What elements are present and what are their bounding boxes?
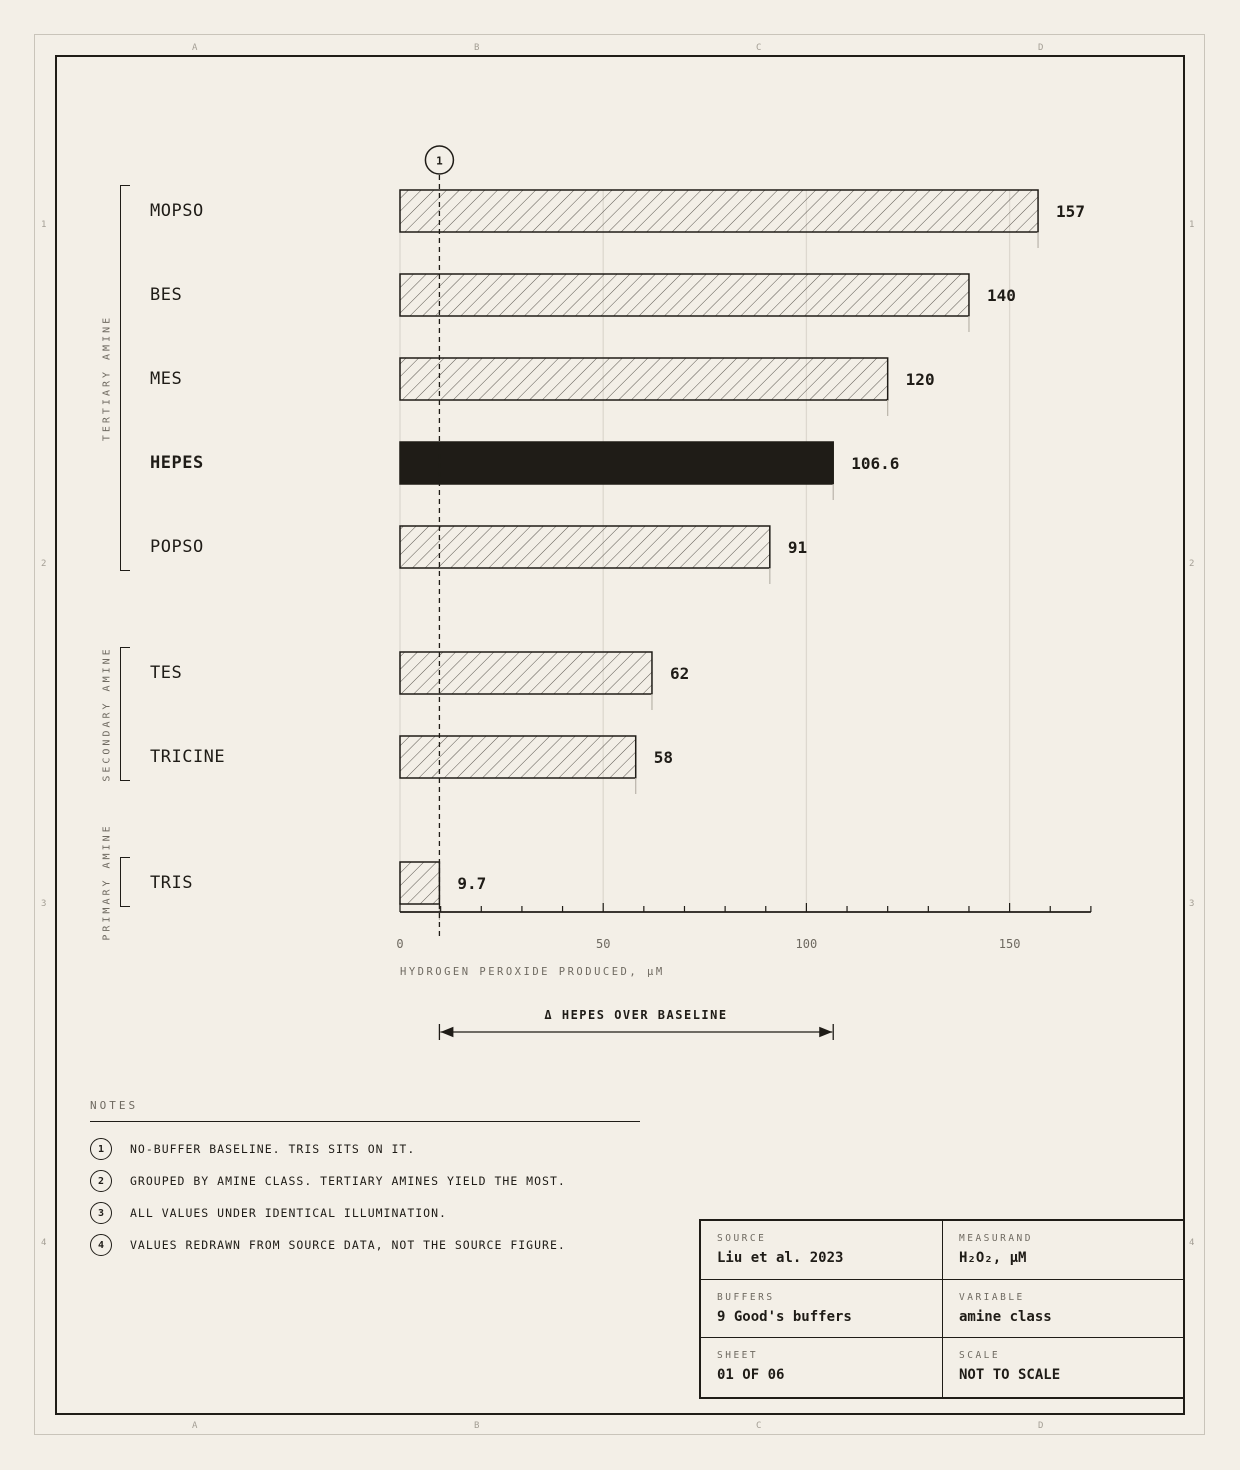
grid-ref-col-a-bottom: A	[192, 1421, 199, 1431]
note-text: GROUPED BY AMINE CLASS. TERTIARY AMINES YIELD THE MOST.	[130, 1174, 566, 1188]
delta-annotation-label: Δ HEPES OVER BASELINE	[544, 1008, 728, 1022]
grid-ref-col-b-top: B	[474, 43, 481, 53]
grid-ref-row-2-right: 2	[1189, 559, 1196, 569]
category-label-mes: MES	[150, 369, 183, 389]
category-label-hepes: HEPES	[150, 453, 204, 473]
category-label-tris: TRIS	[150, 873, 193, 893]
title-block-key: SCALE	[959, 1350, 1001, 1362]
title-block-key: SOURCE	[717, 1233, 767, 1244]
title-block-key: VARIABLE	[959, 1291, 1025, 1303]
note-text: VALUES REDRAWN FROM SOURCE DATA, NOT THE SOURCE FIGURE.	[130, 1238, 566, 1252]
data-label-bes: 140	[986, 286, 1016, 305]
title-block-key: BUFFERS	[717, 1291, 775, 1303]
category-label-tricine: TRICINE	[150, 747, 226, 767]
bar-tris	[400, 862, 439, 904]
data-label-popso: 91	[787, 538, 808, 557]
x-axis-label: HYDROGEN PEROXIDE PRODUCED, µM	[400, 966, 665, 978]
title-block-value: Liu et al. 2023	[717, 1250, 844, 1266]
title-block-value: amine class	[959, 1308, 1052, 1325]
bar-bes	[400, 274, 969, 316]
bar-tricine	[400, 736, 636, 778]
grid-ref-col-b-bottom: B	[474, 1421, 481, 1431]
x-tick-label: 50	[595, 937, 611, 951]
title-block-buffers	[701, 1280, 943, 1339]
title-block-value: 9 Good's buffers	[717, 1308, 852, 1325]
title-block-sheet	[701, 1338, 943, 1397]
bar-popso	[400, 526, 770, 568]
grid-ref-row-4-right: 4	[1189, 1238, 1196, 1248]
grid-ref-row-4-left: 4	[41, 1238, 48, 1248]
data-label-tes: 62	[669, 664, 690, 683]
title-block-key: SHEET	[717, 1350, 759, 1362]
title-block-measurand	[943, 1221, 1183, 1280]
note-number-badge: 2	[90, 1170, 112, 1192]
x-tick-label: 100	[795, 937, 818, 951]
grid-ref-col-c-bottom: C	[756, 1421, 763, 1431]
category-label-mopso: MOPSO	[150, 201, 204, 221]
title-block-scale	[943, 1338, 1183, 1397]
grid-ref-row-3-right: 3	[1189, 899, 1196, 909]
bar-mes	[400, 358, 888, 400]
grid-ref-row-1-left: 1	[41, 220, 48, 230]
note-text: NO-BUFFER BASELINE. TRIS SITS ON IT.	[130, 1142, 416, 1156]
grid-ref-row-1-right: 1	[1189, 220, 1196, 230]
note-text: ALL VALUES UNDER IDENTICAL ILLUMINATION.	[130, 1206, 447, 1220]
grid-ref-col-c-top: C	[756, 43, 763, 53]
category-label-bes: BES	[150, 285, 183, 305]
category-label-tes: TES	[150, 663, 183, 683]
title-block-value: NOT TO SCALE	[959, 1367, 1061, 1384]
notes-title: NOTES	[90, 1099, 139, 1112]
data-label-hepes: 106.6	[851, 454, 900, 473]
x-tick-label: 0	[396, 937, 404, 951]
data-label-mes: 120	[905, 370, 935, 389]
grid-ref-col-d-bottom: D	[1038, 1421, 1045, 1431]
title-block-key: MEASURAND	[959, 1233, 1033, 1244]
title-block	[699, 1219, 1185, 1399]
title-block-value: 01 OF 06	[717, 1367, 785, 1384]
data-label-tricine: 58	[653, 748, 673, 767]
grid-ref-row-2-left: 2	[41, 559, 48, 569]
bar-hepes	[400, 442, 833, 484]
note-number-badge: 4	[90, 1234, 112, 1256]
data-label-mopso: 157	[1056, 202, 1085, 221]
note-item	[90, 1168, 566, 1194]
data-label-tris: 9.7	[457, 874, 487, 893]
title-block-value: H₂O₂, µM	[959, 1250, 1027, 1266]
x-tick-label: 150	[998, 937, 1021, 951]
title-block-variable	[943, 1280, 1183, 1339]
grid-ref-row-3-left: 3	[41, 899, 48, 909]
grid-ref-col-a-top: A	[192, 43, 199, 53]
note-item	[90, 1232, 566, 1258]
group-label-primary: PRIMARY AMINE	[101, 823, 113, 941]
note-number-badge: 1	[90, 1138, 112, 1160]
bar-tes	[400, 652, 652, 694]
group-label-secondary: SECONDARY AMINE	[101, 646, 113, 782]
note-item	[90, 1136, 415, 1162]
title-block-source	[701, 1221, 943, 1280]
category-label-popso: POPSO	[150, 537, 204, 557]
note-item	[90, 1200, 447, 1226]
baseline-marker-number: 1	[436, 154, 443, 168]
group-label-tertiary: TERTIARY AMINE	[101, 314, 113, 442]
grid-ref-col-d-top: D	[1038, 43, 1045, 53]
notes-divider	[90, 1121, 640, 1122]
bar-mopso	[400, 190, 1038, 232]
note-number-badge: 3	[90, 1202, 112, 1224]
